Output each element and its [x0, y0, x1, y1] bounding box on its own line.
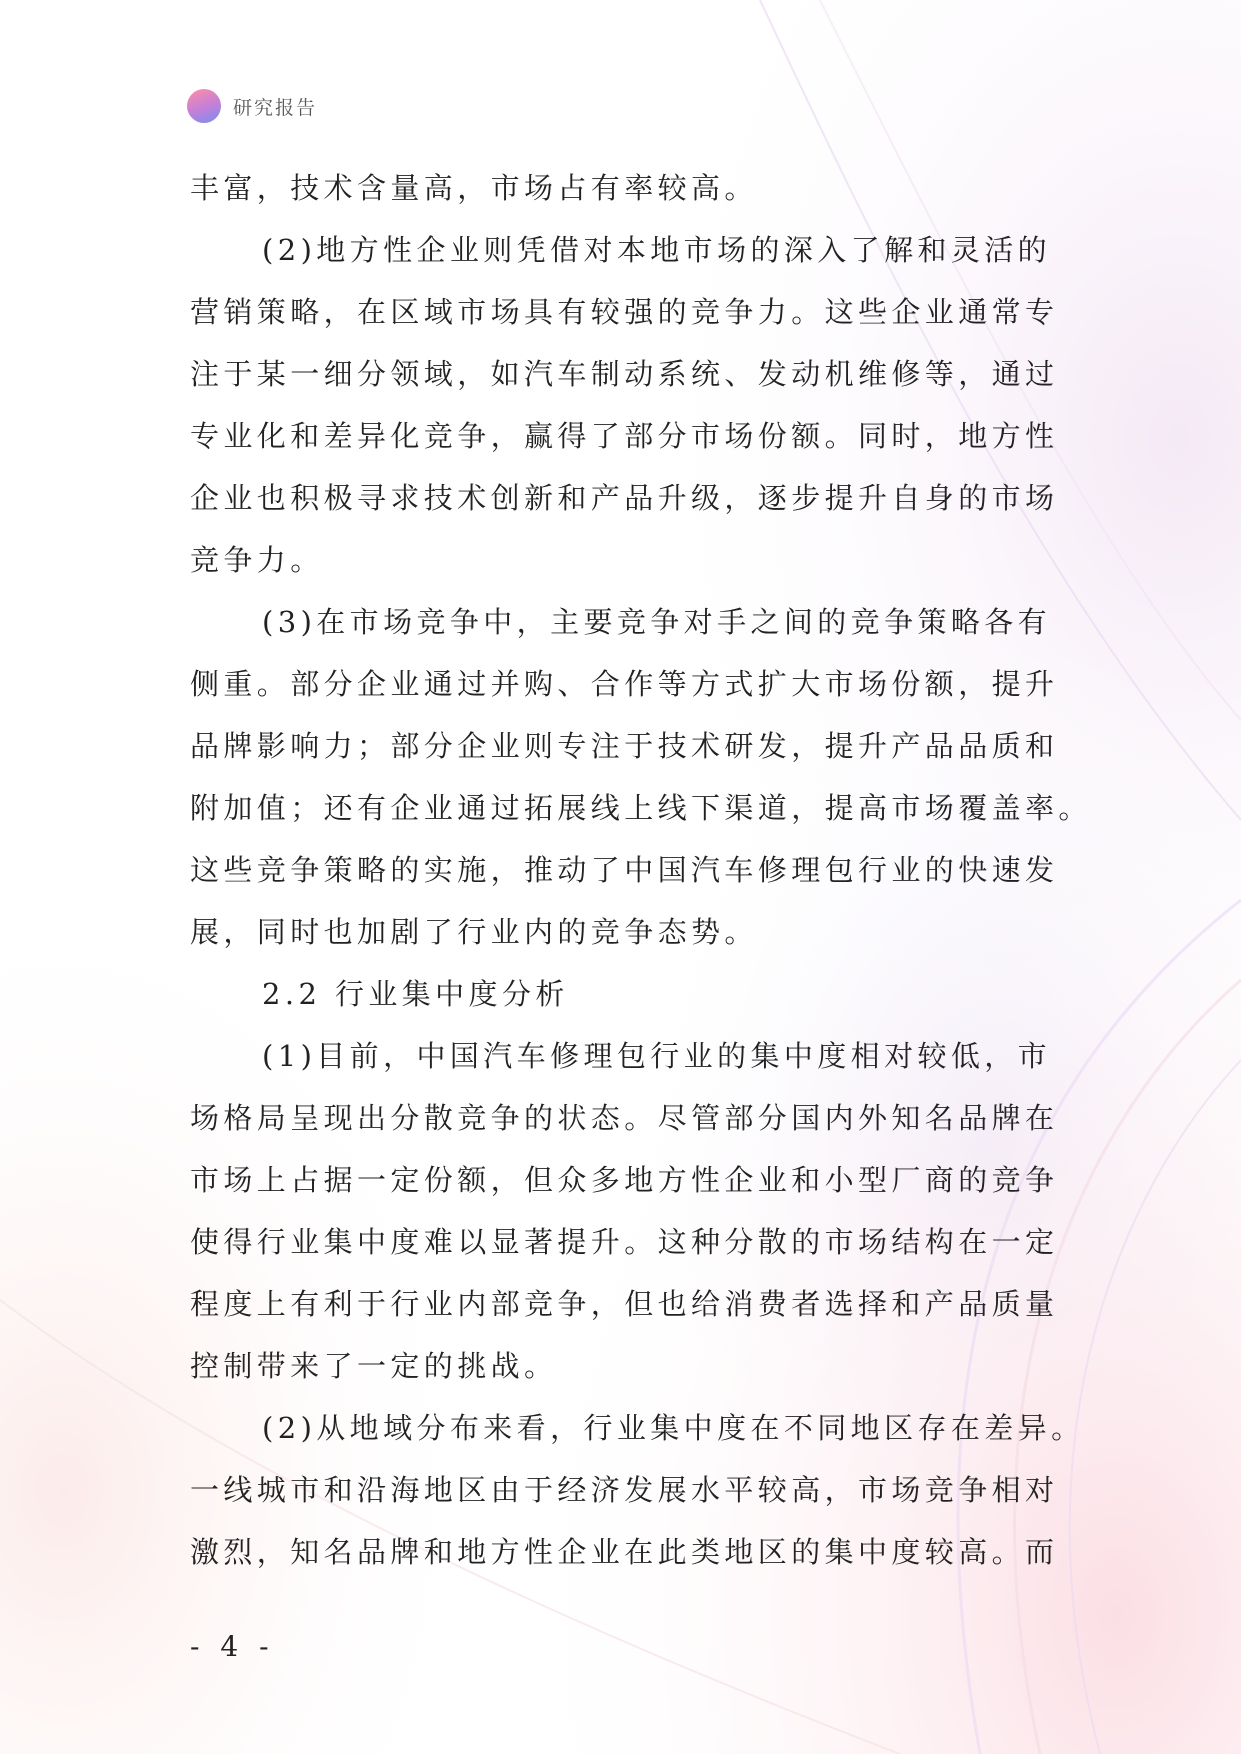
text-line: 场格局呈现出分散竞争的状态。尽管部分国内外知名品牌在 — [190, 1101, 1059, 1135]
paragraph-start-line: (1)目前，中国汽车修理包行业的集中度相对较低，市 — [262, 1039, 1052, 1073]
text-line: 竞争力。 — [190, 543, 324, 577]
text-line: 专业化和差异化竞争，赢得了部分市场份额。同时，地方性 — [190, 419, 1059, 453]
text-line: 侧重。部分企业通过并购、合作等方式扩大市场份额，提升 — [190, 667, 1059, 701]
text-line: 企业也积极寻求技术创新和产品升级，逐步提升自身的市场 — [190, 481, 1059, 515]
page-header — [187, 88, 317, 124]
paragraph-start-line: (2)从地域分布来看，行业集中度在不同地区存在差异。 — [262, 1411, 1085, 1445]
text-line: 程度上有利于行业内部竞争，但也给消费者选择和产品质量 — [190, 1287, 1059, 1321]
text-line: 丰富，技术含量高，市场占有率较高。 — [190, 171, 758, 205]
text-line: 这些竞争策略的实施，推动了中国汽车修理包行业的快速发 — [190, 853, 1059, 887]
text-line: 品牌影响力；部分企业则专注于技术研发，提升产品品质和 — [190, 729, 1059, 763]
page-number: - 4 - — [190, 1630, 275, 1663]
text-line: 激烈，知名品牌和地方性企业在此类地区的集中度较高。而 — [190, 1535, 1059, 1569]
text-line: 市场上占据一定份额，但众多地方性企业和小型厂商的竞争 — [190, 1163, 1059, 1197]
text-line: 营销策略，在区域市场具有较强的竞争力。这些企业通常专 — [190, 295, 1059, 329]
paragraph-start-line: (2)地方性企业则凭借对本地市场的深入了解和灵活的 — [262, 233, 1052, 267]
text-line: 使得行业集中度难以显著提升。这种分散的市场结构在一定 — [190, 1225, 1059, 1259]
text-line: 一线城市和沿海地区由于经济发展水平较高，市场竞争相对 — [190, 1473, 1059, 1507]
header-title: 研究报告 — [233, 96, 318, 119]
paragraph-start-line: (3)在市场竞争中，主要竞争对手之间的竞争策略各有 — [262, 605, 1052, 639]
text-line: 展，同时也加剧了行业内的竞争态势。 — [190, 915, 758, 949]
text-line: 注于某一细分领域，如汽车制动系统、发动机维修等，通过 — [190, 357, 1059, 391]
text-line: 控制带来了一定的挑战。 — [190, 1349, 558, 1383]
section-heading: 2.2 行业集中度分析 — [262, 977, 569, 1011]
text-line: 附加值；还有企业通过拓展线上线下渠道，提高市场覆盖率。 — [190, 791, 1092, 825]
document-body — [190, 157, 1092, 1583]
logo-circle-icon — [187, 89, 221, 123]
